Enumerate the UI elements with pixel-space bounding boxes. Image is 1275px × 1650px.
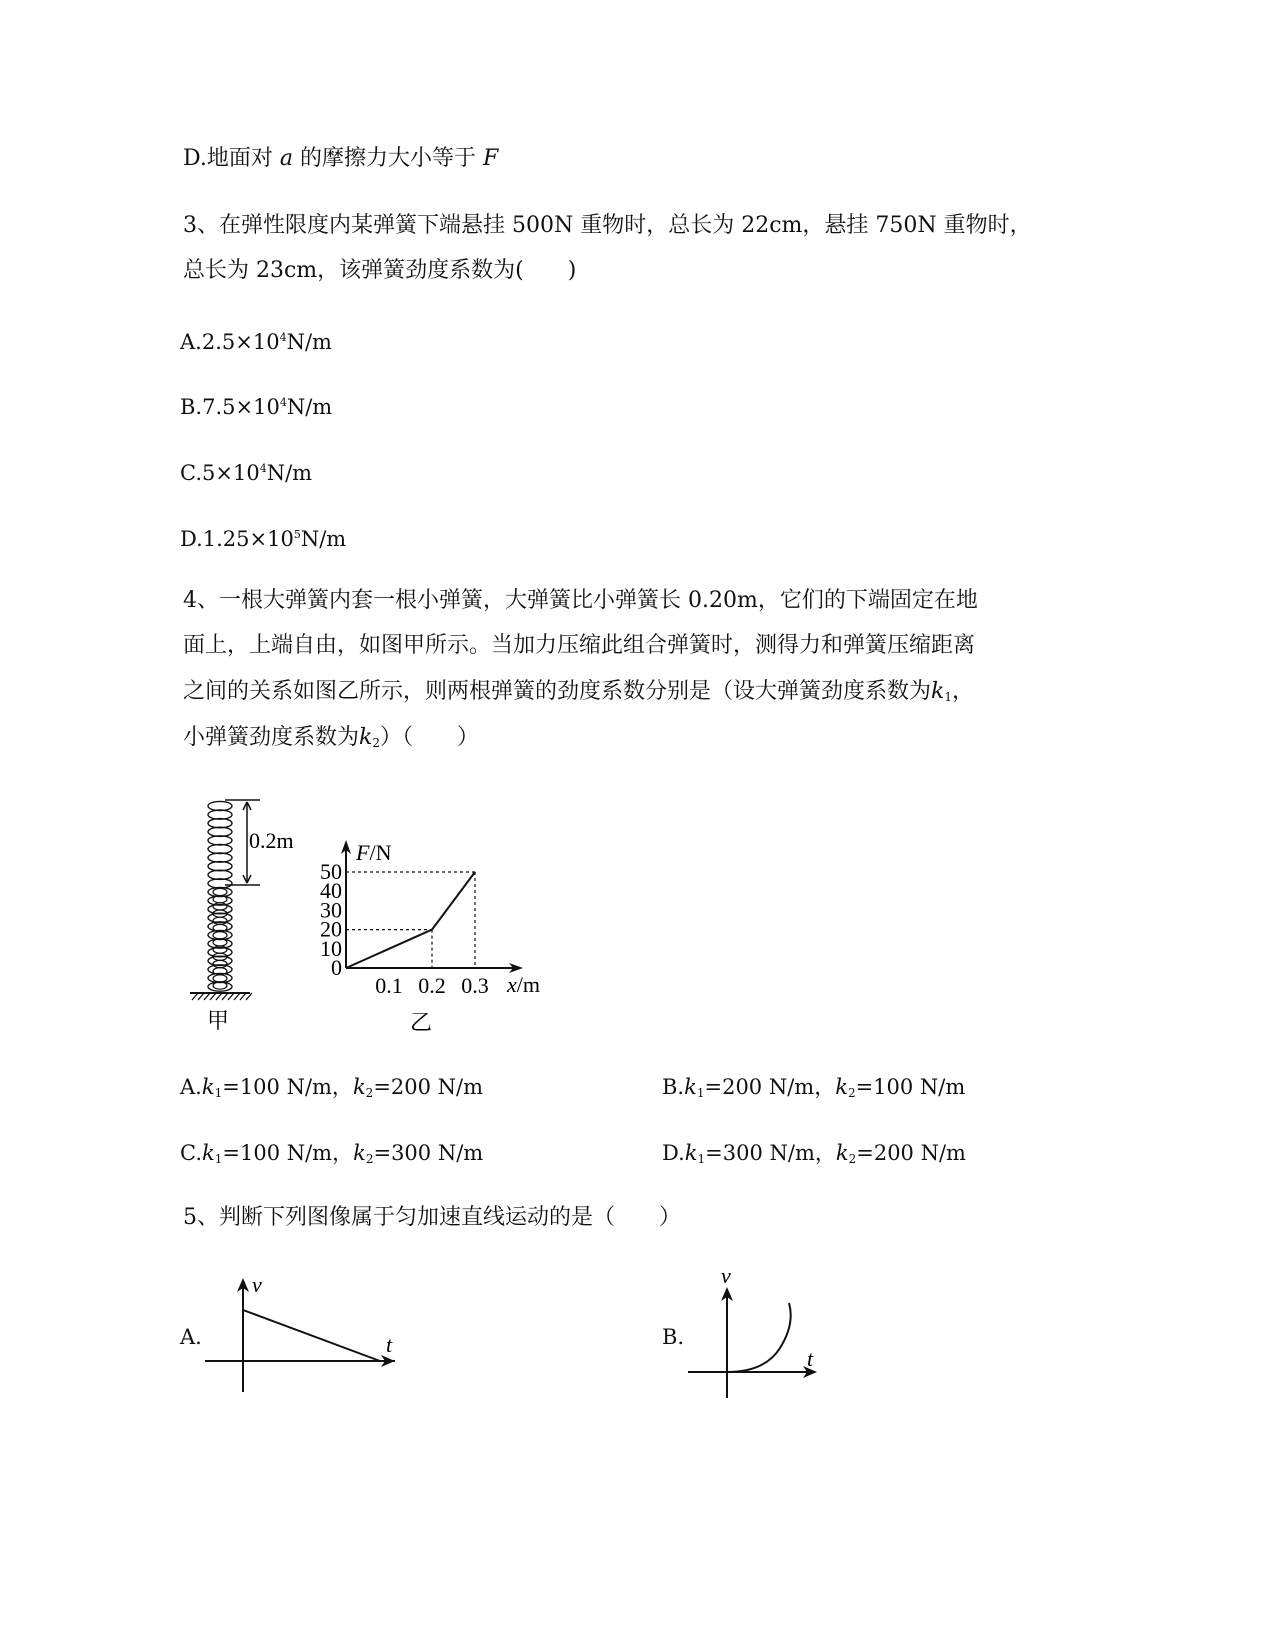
option-unit: N/m [286,330,332,354]
q3-stem-line-1: 3、在弹性限度内某弹簧下端悬挂 500N 重物时，总长为 22cm，悬挂 750N 重物时， [183,213,1032,238]
large-spring [208,801,232,991]
spring-coil [213,960,227,967]
option-label: C. [180,461,202,485]
option-label: B. [662,1075,685,1099]
option-mantissa: 2.5×10 [201,330,280,354]
variable-k: k [931,679,945,704]
stem-text: 小弹簧劲度系数为 [183,725,360,750]
spring-coil [208,836,232,845]
series-segment [346,930,432,968]
option-unit: N/m [266,461,313,485]
spring-coil [208,922,232,931]
hatch-line [246,993,252,1000]
q4-option-a[interactable] [180,1072,483,1108]
spring-coil [208,879,232,888]
q4-option-b[interactable] [662,1072,965,1108]
v-t-curve-increasing [727,1303,791,1372]
hatch-line [192,993,198,1000]
option-label: A. [180,1075,202,1099]
q2-option-d [183,144,498,174]
variable-k: k [835,1075,848,1099]
variable-a: a [279,146,293,171]
q4-stem-line-4 [183,723,479,758]
subscript: 1 [697,1152,706,1166]
series-segment [432,872,475,930]
spring-coil [208,870,232,879]
x-axis-unit: /m [516,972,540,997]
y-tick-label: 30 [320,897,342,923]
option-label: D. [662,1141,685,1165]
axis-t-label: t [386,1332,393,1357]
variable-f: F [483,146,499,171]
subscript: 2 [847,1086,856,1100]
subscript: 1 [696,1086,705,1100]
figure-yi-chart [310,830,555,1040]
q5-option-a-graph[interactable] [200,1270,410,1395]
option-text-2: 的摩擦力大小等于 [300,146,477,171]
option-mantissa: 5×10 [202,461,260,485]
variable-k: k [684,1141,698,1165]
v-t-line-decreasing [243,1310,380,1361]
q3-option-b[interactable] [180,388,332,422]
spring-coil [213,888,227,895]
variable-k: k [359,725,373,750]
variable-k: k [835,1141,849,1165]
hatch-line [204,993,210,1000]
hatch-line [240,993,246,1000]
x-axis-label [506,972,540,997]
figure-caption-yi: 乙 [410,1010,433,1035]
y-axis-var: F [356,840,370,865]
stem-punct: ， [952,679,975,704]
chart-marks [346,872,475,968]
subscript: 2 [848,1152,857,1166]
spring-coil [208,948,232,957]
subscript: 2 [365,1086,374,1100]
k1-value: =200 N/m， [704,1075,836,1099]
option-unit: N/m [286,395,333,419]
spring-coil [208,913,232,922]
x-tick-label: 0.2 [418,973,446,998]
y-axis-unit: /N [369,840,392,865]
subscript: 2 [372,736,380,750]
variable-k: k [202,1141,215,1165]
y-tick-label: 40 [320,878,342,904]
subscript: 1 [214,1086,223,1100]
option-mantissa: 1.25×10 [202,527,294,551]
y-tick-label: 20 [320,916,342,942]
q4-option-c[interactable] [180,1138,483,1174]
k1-value: =100 N/m， [222,1141,354,1165]
x-tick-label: 0.3 [461,973,489,998]
q5-option-b-graph[interactable] [685,1263,835,1403]
q4-stem-line-3 [183,677,974,712]
variable-k: k [352,1075,366,1099]
option-exponent: 5 [293,528,301,541]
q3-option-c[interactable] [180,454,312,488]
subscript: 1 [944,690,952,704]
x-axis-var: x [507,972,517,997]
spring-coil [208,939,232,948]
k2-value: =200 N/m [856,1141,966,1165]
y-tick-label: 10 [320,935,342,961]
figure-jia-springs [180,790,310,1040]
axis-v-label: v [252,1272,262,1297]
k2-value: =100 N/m [855,1075,966,1099]
subscript: 2 [365,1152,374,1166]
spring-coil [213,917,227,924]
option-label: C. [180,1141,202,1165]
spring-coil [208,827,232,836]
variable-k: k [684,1075,697,1099]
k1-value: =300 N/m， [705,1141,836,1165]
axis-v-label: v [721,1263,731,1288]
spring-coil [208,896,232,905]
q5-option-b-label[interactable]: B. [662,1325,685,1349]
y-tick-label: 0 [331,955,342,980]
subscript: 1 [214,1152,223,1166]
spring-coil [208,810,232,819]
q5-option-a-label[interactable]: A. [180,1325,202,1349]
spring-coil [208,982,232,991]
stem-text: 之间的关系如图乙所示，则两根弹簧的劲度系数分别是（设大弹簧劲度系数为 [183,679,932,704]
option-exponent: 4 [259,462,267,475]
dim-label: 0.2m [249,828,294,853]
hatch-line [198,993,204,1000]
option-label: A. [180,330,202,354]
option-label: D. [180,527,203,551]
y-axis-label [355,840,392,865]
option-exponent: 4 [279,331,287,344]
axis-t-label: t [807,1346,814,1371]
x-tick-label: 0.1 [375,973,403,998]
q4-stem-line-1: 4、一根大弹簧内套一根小弹簧，大弹簧比小弹簧长 0.20m，它们的下端固定在地 [183,588,978,613]
spring-coil [213,975,227,982]
k2-value: =300 N/m [373,1141,484,1165]
hatch-line [216,993,222,1000]
option-label: B. [180,395,203,419]
k2-value: =200 N/m [373,1075,484,1099]
q4-option-d[interactable] [662,1138,966,1174]
k1-value: =100 N/m， [222,1075,353,1099]
figure-caption-jia: 甲 [207,1008,230,1033]
option-mantissa: 7.5×10 [202,395,280,419]
option-label: D. [183,146,207,171]
chart-guides [346,872,475,968]
q5-stem: 5、判断下列图像属于匀加速直线运动的是（ ） [183,1205,681,1230]
ground-hatch [192,993,252,1000]
hatch-line [222,993,228,1000]
hatch-line [210,993,216,1000]
spring-coil [213,903,227,910]
spring-coil [208,965,232,974]
variable-k: k [201,1075,215,1099]
stem-punct: ）（ ） [380,725,480,750]
option-text: 地面对 [206,146,273,171]
spring-coil [208,819,232,828]
q3-option-a[interactable] [180,323,332,357]
q3-option-d[interactable] [180,520,346,554]
hatch-line [228,993,234,1000]
spring-coil [213,932,227,939]
y-tick-label: 50 [320,859,342,884]
hatch-line [234,993,240,1000]
option-unit: N/m [300,527,347,551]
spring-coil [208,905,232,914]
spring-coil [208,853,232,862]
variable-k: k [353,1141,366,1165]
q4-stem-line-2: 面上，上端自由，如图甲所示。当加力压缩此组合弹簧时，测得力和弹簧压缩距离 [183,633,976,658]
spring-coil [208,844,232,853]
spring-coil [208,862,232,871]
q3-stem-line-2: 总长为 23cm，该弹簧劲度系数为( ) [183,258,577,283]
spring-coil [208,801,232,810]
option-exponent: 4 [279,396,287,409]
